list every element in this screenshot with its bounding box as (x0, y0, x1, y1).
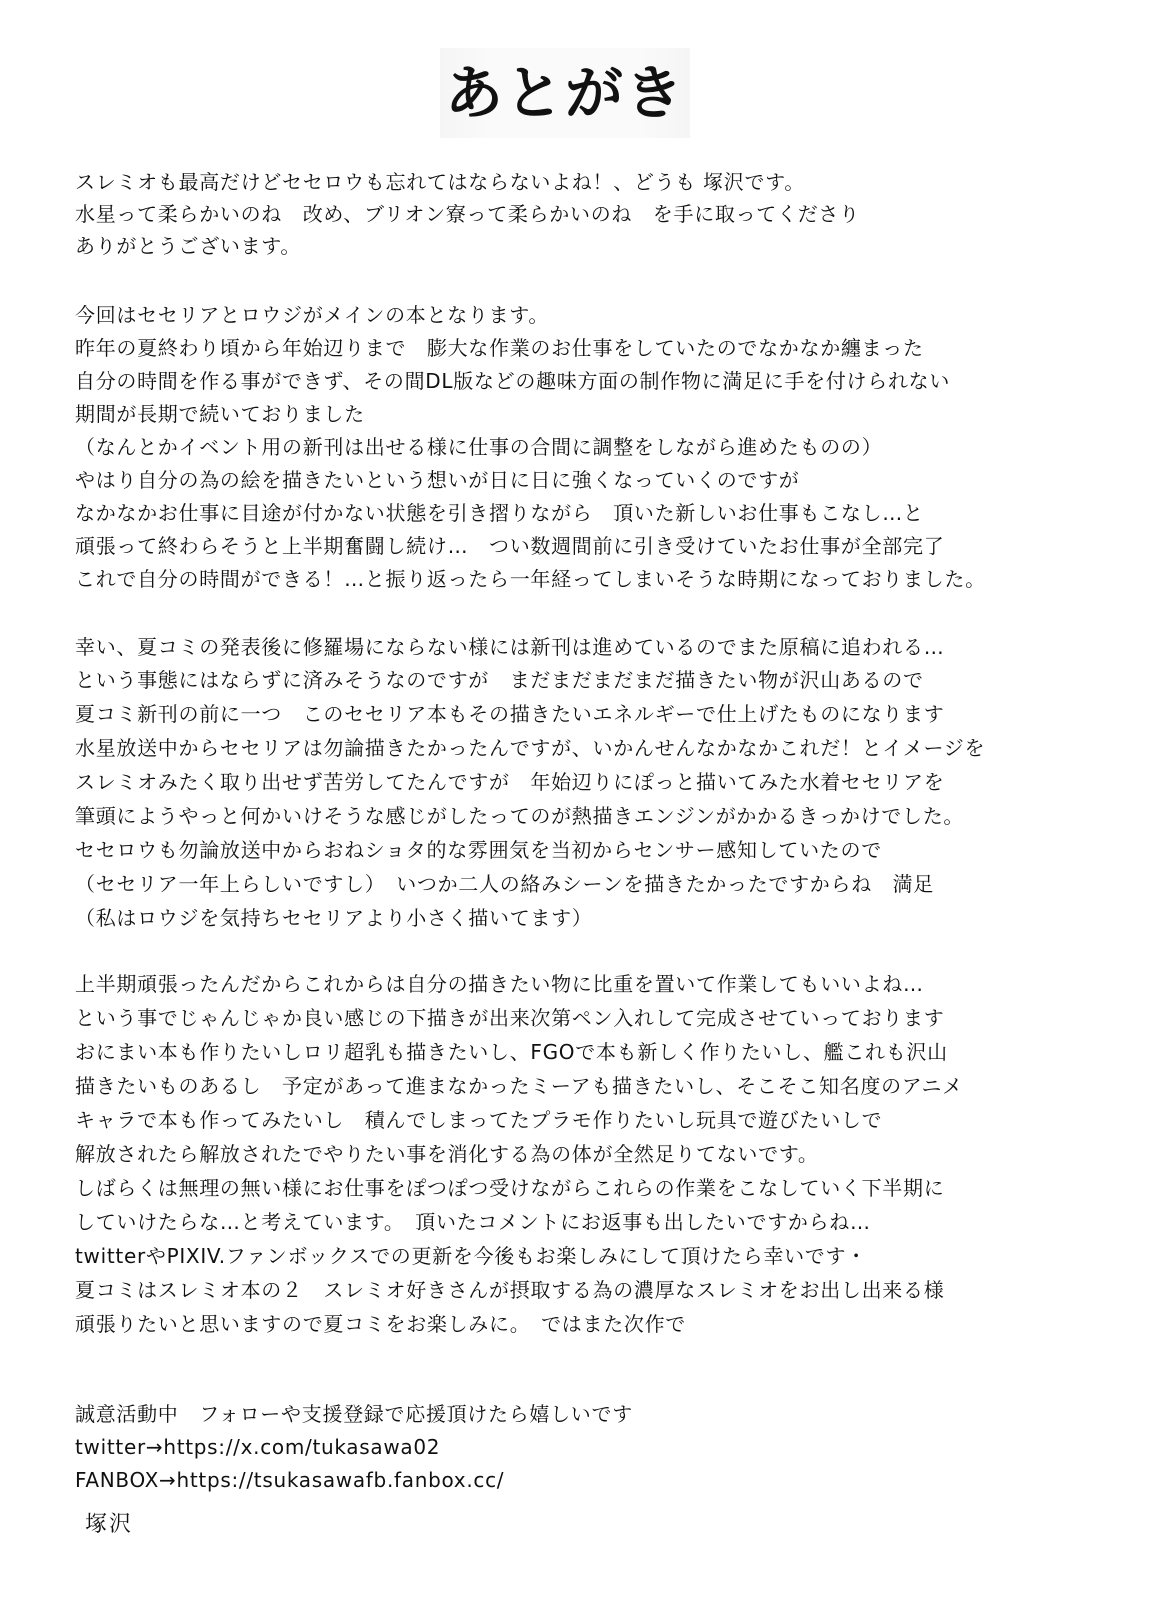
text-line: キャラで本も作ってみたいし 積んでしまってたプラモ作りたいし玩具で遊びたいしで (75, 1108, 883, 1132)
text-line: しばらくは無理の無い様にお仕事をぽつぽつ受けながらこれらの作業をこなしていく下半期に (75, 1176, 945, 1200)
text-line: という事でじゃんじゃか良い感じの下描きが出来次第ペン入れして完成させていっております (75, 1006, 945, 1030)
text-line: 幸い、夏コミの発表後に修羅場にならない様には新刊は進めているのでまた原稿に追われる… (75, 635, 945, 659)
text-line: （セセリア一年上らしいですし） いつか二人の絡みシーンを描きたかったですからね 満足 (75, 872, 934, 896)
text-line: スレミオも最高だけどセセロウも忘れてはならないよね！、どうも 塚沢です。 (75, 170, 805, 194)
text-line: 夏コミ新刊の前に一つ このセセリア本もその描きたいエネルギーで仕上げたものになります (75, 702, 945, 726)
text-line: （なんとかイベント用の新刊は出せる様に仕事の合間に調整をしながら進めたものの） (75, 435, 883, 459)
text-line: 解放されたら解放されたでやりたい事を消化する為の体が全然足りてないです。 (75, 1142, 819, 1166)
text-line: ありがとうございます。 (75, 234, 302, 258)
text-line: twitterやPIXIV.ファンボックスでの更新を今後もお楽しみにして頂けたら幸いです・ (75, 1244, 867, 1268)
text-line: スレミオみたく取り出せず苦労してたんですが 年始辺りにぽっと描いてみた水着セセリアを (75, 770, 945, 794)
fanbox-link[interactable]: FANBOX→https://tsukasawafb.fanbox.cc/ (75, 1468, 505, 1492)
author-signature: 塚沢 (85, 1512, 134, 1537)
text-line: おにまい本も作りたいしロリ超乳も描きたいし、FGOで本も新しく作りたいし、艦これも沢山 (75, 1040, 948, 1064)
text-line: 筆頭にようやっと何かいけそうな感じがしたってのが熱描きエンジンがかかるきっかけでした。 (75, 804, 965, 828)
text-line: なかなかお仕事に目途が付かない状態を引き摺りながら 頂いた新しいお仕事もこなし…と (75, 501, 924, 525)
text-line: 頑張りたいと思いますので夏コミをお楽しみに。 ではまた次作で (75, 1312, 686, 1336)
text-line: という事態にはならずに済みそうなのですが まだまだまだまだ描きたい物が沢山あるので (75, 668, 924, 692)
text-line: やはり自分の為の絵を描きたいという想いが日に日に強くなっていくのですが (75, 468, 800, 492)
text-line: これで自分の時間ができる！…と振り返ったら一年経ってしまいそうな時期になっておりました。 (75, 567, 986, 591)
text-line: （私はロウジを気持ちセセリアより小さく描いてます） (75, 906, 593, 930)
text-line: 夏コミはスレミオ本の２ スレミオ好きさんが摂取する為の濃厚なスレミオをお出し出来る様 (75, 1278, 945, 1302)
text-line: 水星放送中からセセリアは勿論描きたかったんですが、いかんせんなかなかこれだ！とイメージを (75, 736, 986, 760)
text-line: 期間が長期で続いておりました (75, 402, 365, 426)
text-line: 頑張って終わらそうと上半期奮闘し続け… つい数週間前に引き受けていたお仕事が全部完了 (75, 534, 945, 558)
text-line: していけたらな…と考えています。 頂いたコメントにお返事も出したいですからね… (75, 1210, 871, 1234)
text-line: 自分の時間を作る事ができず、その間DL版などの趣味方面の制作物に満足に手を付けられない (75, 369, 951, 393)
text-line: 昨年の夏終わり頃から年始辺りまで 膨大な作業のお仕事をしていたのでなかなか纏まった (75, 336, 924, 360)
text-line: 今回はセセリアとロウジがメインの本となります。 (75, 303, 550, 327)
support-note: 誠意活動中 フォローや支援登録で応援頂けたら嬉しいです (75, 1402, 633, 1426)
twitter-link[interactable]: twitter→https://x.com/tukasawa02 (75, 1435, 441, 1459)
text-line: 描きたいものあるし 予定があって進まなかったミーアも描きたいし、そこそこ知名度のアニメ (75, 1074, 963, 1098)
text-line: 水星って柔らかいのね 改め、ブリオン寮って柔らかいのね を手に取ってくださり (75, 202, 860, 226)
page-title: あとがき (440, 48, 690, 138)
text-line: 上半期頑張ったんだからこれからは自分の描きたい物に比重を置いて作業してもいいよね… (75, 972, 924, 996)
text-line: セセロウも勿論放送中からおねショタ的な雰囲気を当初からセンサー感知していたので (75, 838, 882, 862)
